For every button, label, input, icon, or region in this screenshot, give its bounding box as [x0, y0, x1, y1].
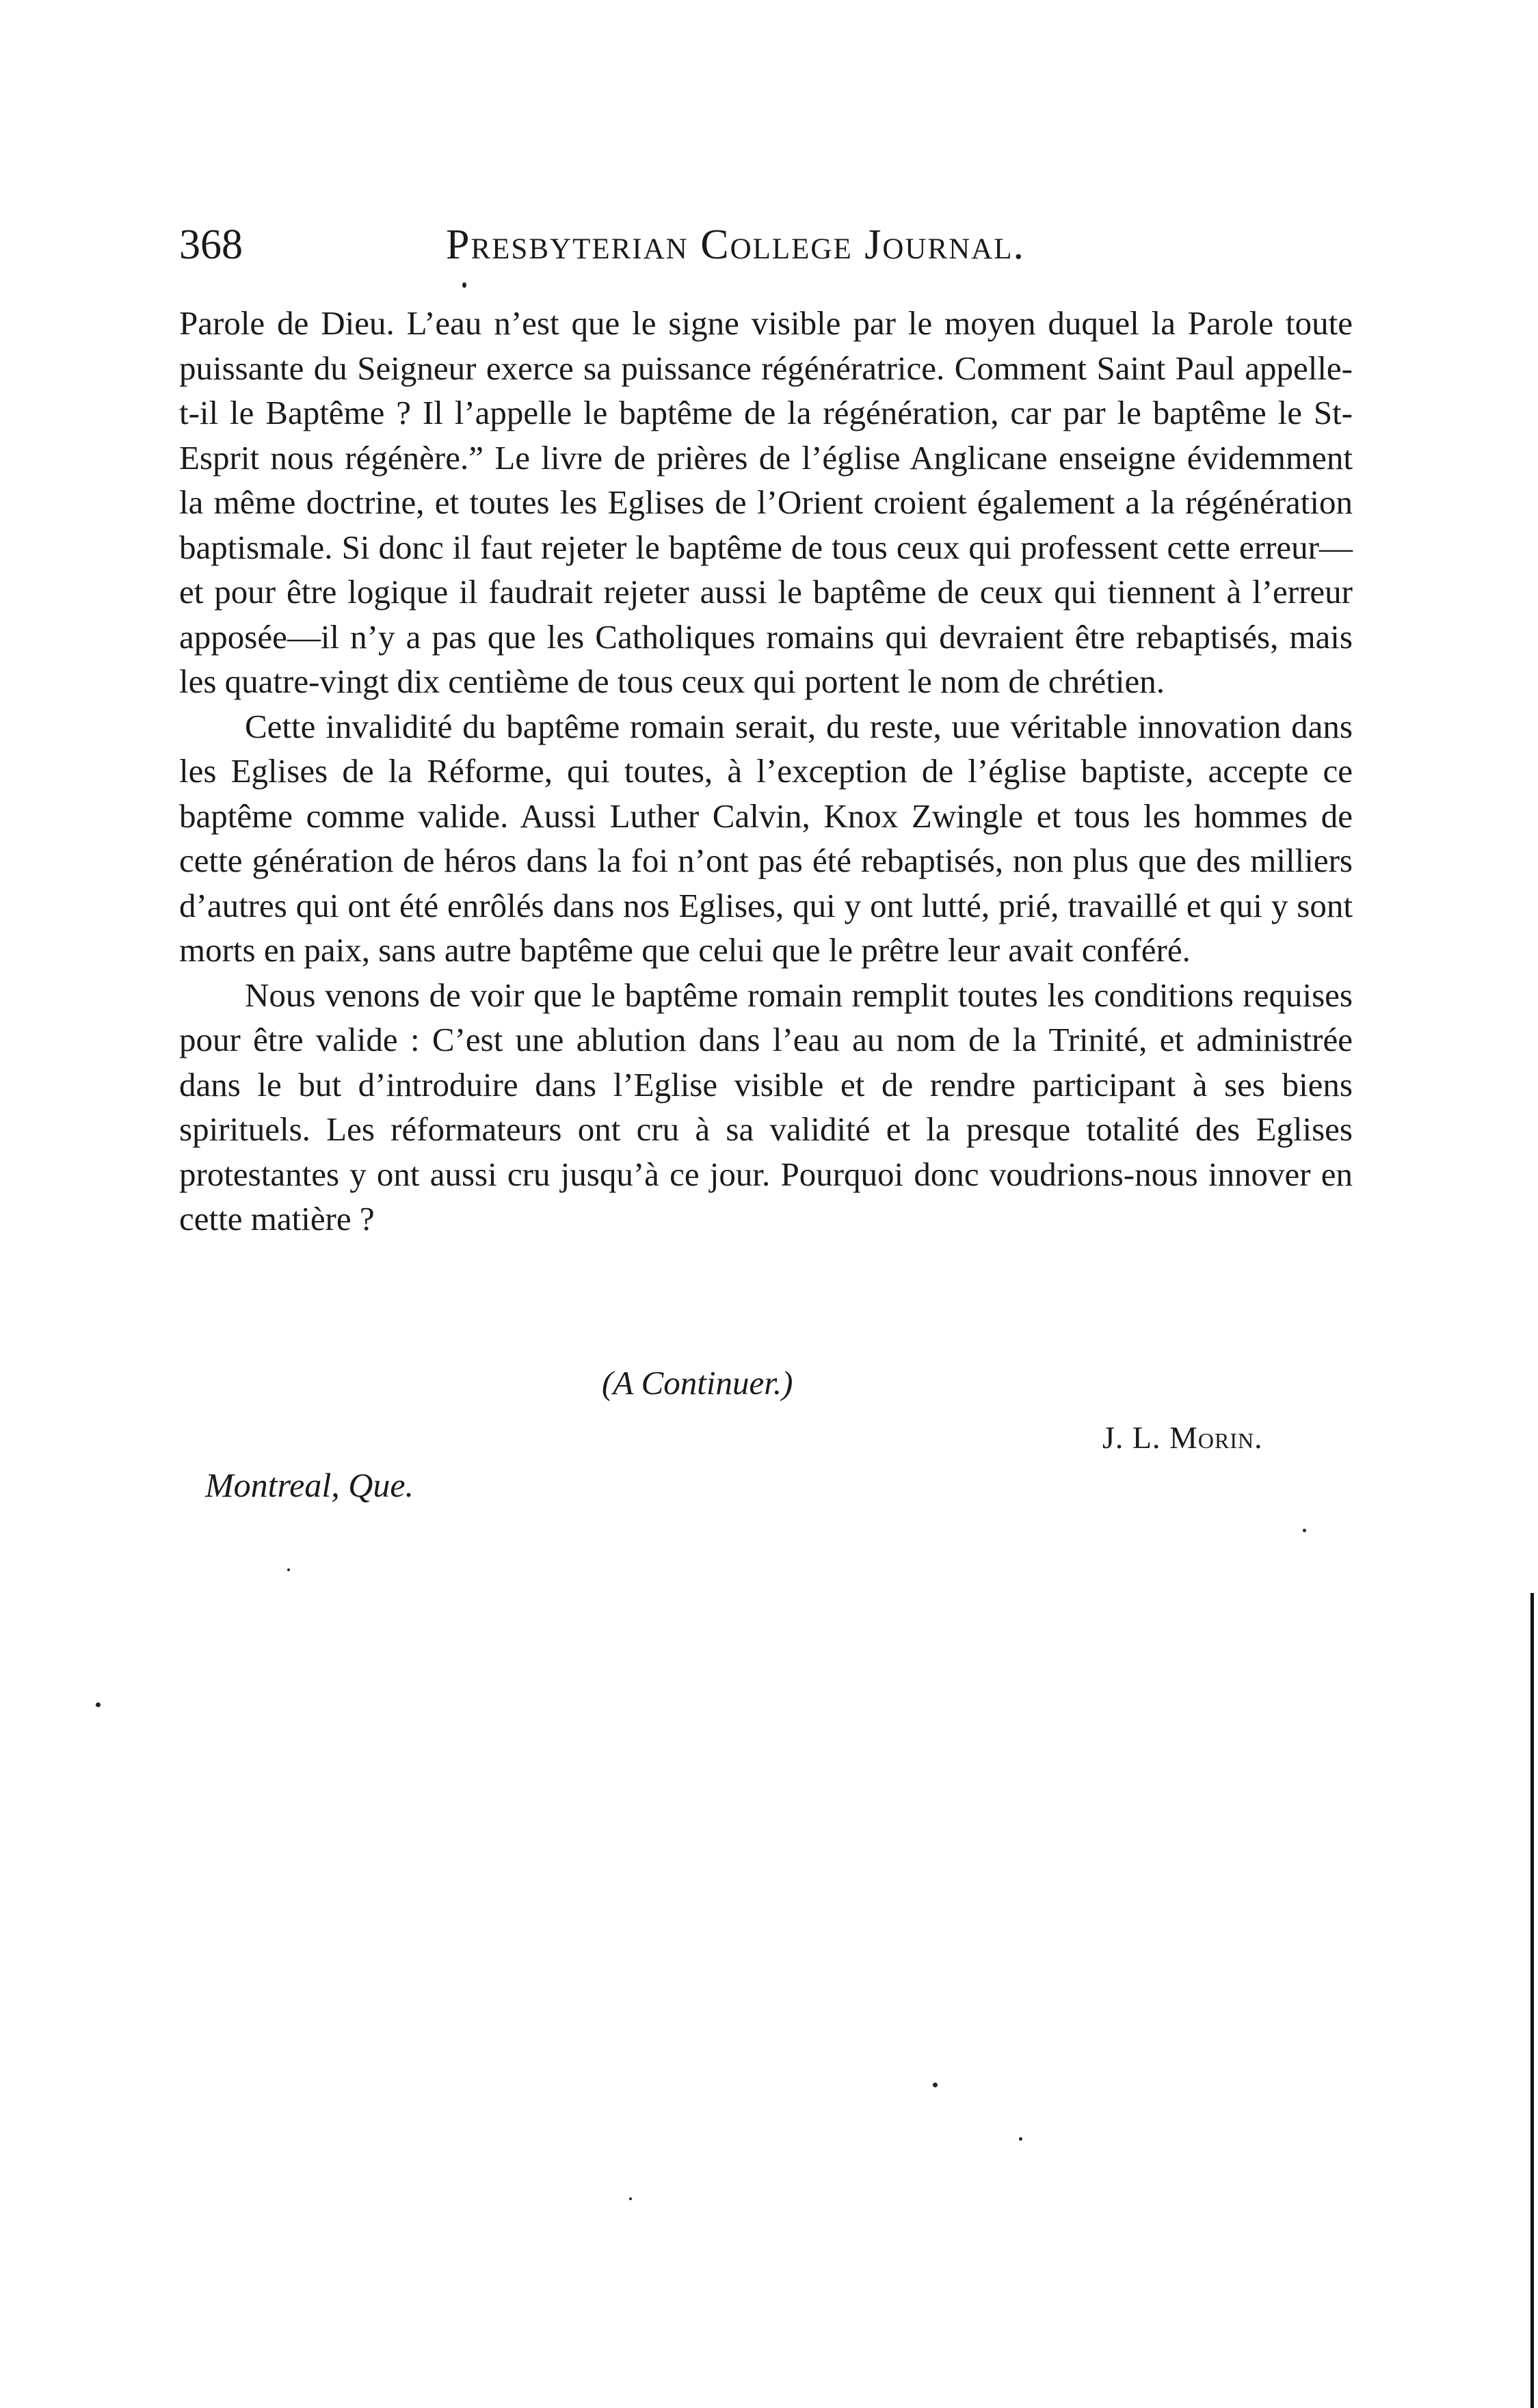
paragraph-2: Cette invalidité du baptême romain serait, du reste, uue véritable innovation dans les Eglises de la Réforme, qui toutes, à l’exception de l’église baptiste, accepte ce baptême comme valide. Aussi Luther Calvin, Knox Zwingle et tous les hommes de cette génération de héros dans la foi n’ont pas été rebaptisés, non plus que des milliers d’autres qui ont été enrôlés dans nos Eglises, qui y ont lutté, prié, travaillé et qui y sont morts en paix, sans autre baptême que celui que le prêtre leur avait conféré. — [179, 707, 1353, 969]
scan-speck — [287, 1568, 290, 1571]
page-number: 368 — [179, 222, 243, 268]
scan-speck — [96, 1702, 101, 1707]
article-body — [179, 301, 1353, 1242]
running-head: Presbyterian College Journal. — [446, 222, 1026, 268]
scan-speck — [1019, 2137, 1022, 2141]
paragraph-3: Nous venons de voir que le baptême romain remplit toutes les conditions requises pour être valide : C’est une ablution dans l’eau au nom de la Trinité, et administrée dans le but d’introduire dans l’Eglise visible et de rendre participant à ses biens spirituels. Les réformateurs ont cru à sa validité et la presque totalité des Eglises protestantes y ont aussi cru jusqu’à ce jour. Pourquoi donc voudrions-nous innover en cette matière ? — [179, 976, 1353, 1238]
author-signature: J. L. Morin. — [1102, 1420, 1263, 1455]
paragraph-1: Parole de Dieu. L’eau n’est que le signe visible par le moyen duquel la Parole toute puissante du Seigneur exerce sa puissance régénératrice. Comment Saint Paul appelle-t-il le Baptême ? Il l’appelle le baptême de la régénération, car par le baptême le St-Esprit nous régénère.” Le livre de prières de l’église Anglicane enseigne évidemment la même doctrine, et toutes les Eglises de l’Orient croient également a la régénération baptismale. Si donc il faut rejeter le baptême de tous ceux qui professent cette erreur—et pour être logique il faudrait rejeter aussi le baptême de ceux qui tiennent à l’erreur apposée—il n’y a pas que les Catholiques romains qui devraient être rebaptisés, mais les quatre-vingt dix centième de tous ceux qui portent le nom de chrétien. — [179, 304, 1353, 700]
page-header — [179, 217, 1355, 279]
scan-edge-line — [1530, 1593, 1534, 2408]
scan-speck — [462, 282, 466, 288]
continuation-note: (A Continuer.) — [602, 1364, 793, 1402]
place-line: Montreal, Que. — [205, 1466, 414, 1504]
scan-speck — [933, 2083, 938, 2087]
scan-speck — [629, 2197, 632, 2200]
scan-speck — [1303, 1529, 1306, 1532]
